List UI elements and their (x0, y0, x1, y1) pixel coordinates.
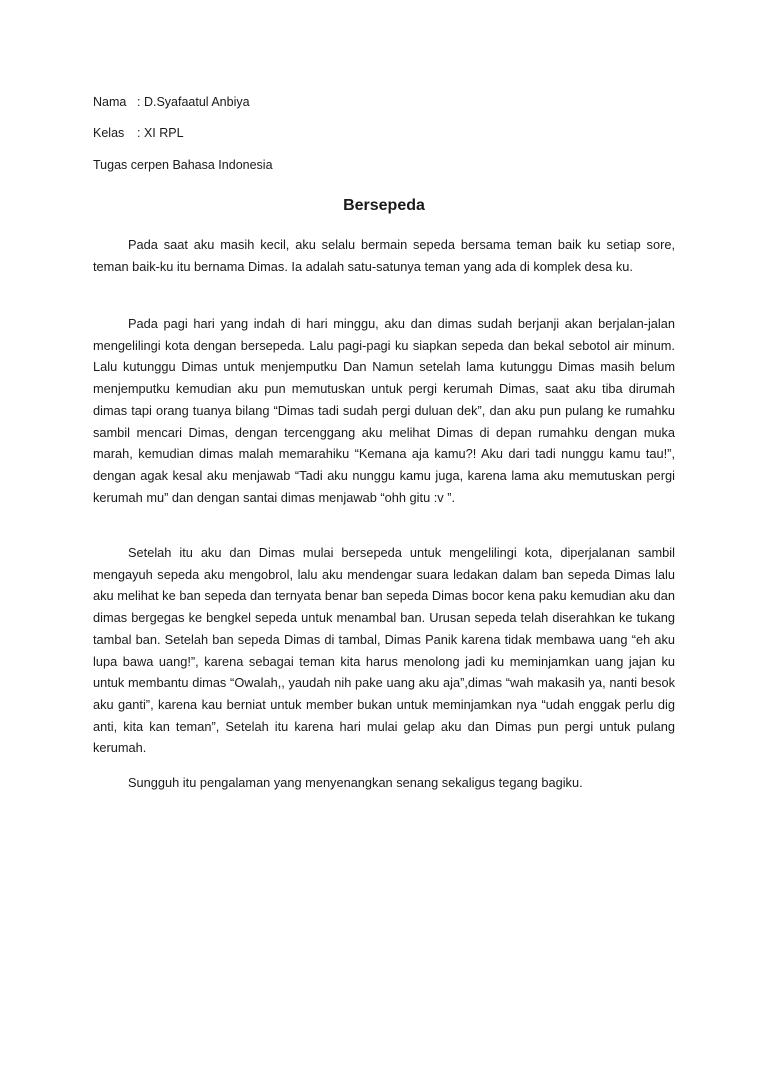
name-value: : D.Syafaatul Anbiya (137, 95, 250, 109)
story-title (93, 195, 675, 217)
name-label: Nama (93, 95, 127, 109)
story-paragraph-4: Sungguh itu pengalaman yang menyenangkan senang sekaligus tegang bagiku. (128, 775, 583, 790)
assignment-line: Tugas cerpen Bahasa Indonesia (93, 158, 273, 172)
student-name-line (93, 94, 250, 110)
story-title-text: Bersepeda (343, 197, 425, 214)
student-class-line (93, 125, 184, 141)
class-label: Kelas (93, 126, 125, 140)
story-paragraph-2: Pada pagi hari yang indah di hari minggu, aku dan dimas sudah berjanji akan berjalan-jalan mengelilingi kota dengan bersepeda. Lalu pagi-pagi ku siapkan sepeda dan bekal sebotol air minum. Lalu kutunggu Dimas untuk menjemputku Dan Namun setelah lama kutunggu Dimas masih belum menjemputku kemudian aku pun memutuskan untuk pergi kerumah Dimas, saat aku tiba dirumah dimas tapi orang tuanya bilang “Dimas tadi sudah pergi duluan dek”, dan aku pun pulang ke rumahku sambil mencari Dimas, dengan tercenggang aku melihat Dimas di depan rumahku dengan muka marah, kemudian dimas malah memarahiku “Kemana aja kamu?! Aku dari tadi nunggu kamu tau!”, dengan agak kesal aku menjawab “Tadi aku nunggu kamu juga, karena lama aku memutuskan pergi kerumah mu” dan dengan santai dimas menjawab “ohh gitu :v ”. (93, 316, 675, 505)
story-paragraph-1: Pada saat aku masih kecil, aku selalu bermain sepeda bersama teman baik ku setiap sore, teman baik-ku itu bernama Dimas. Ia adalah satu-satunya teman yang ada di komplek desa ku. (93, 237, 675, 274)
class-value: : XI RPL (137, 126, 184, 140)
story-paragraph-3: Setelah itu aku dan Dimas mulai bersepeda untuk mengelilingi kota, diperjalanan sambil mengayuh sepeda aku mengobrol, lalu aku mendengar suara ledakan dalam ban sepeda Dimas lalu aku melihat ke ban sepeda dan ternyata benar ban sepeda Dimas bocor kena paku kemudian aku dan dimas bergegas ke bengkel sepeda untuk menambal ban. Urusan sepeda telah diserahkan ke tukang tambal ban. Setelah ban sepeda Dimas di tambal, Dimas Panik karena tidak membawa uang “eh aku lupa bawa uang!”, karena sebagai teman kita harus menolong jadi ku meminjamkan uang jajan ku untuk membantu dimas “Owalah,, yaudah nih pake uang aku aja”,dimas “wah makasih ya, nanti besok aku ganti”, karena kau berniat untuk member bukan untuk meminjamkan nya “udah enggak perlu dig anti, kita kan teman”, Setelah itu karena hari mulai gelap aku dan Dimas pun pergi untuk pulang kerumah. (93, 545, 675, 756)
